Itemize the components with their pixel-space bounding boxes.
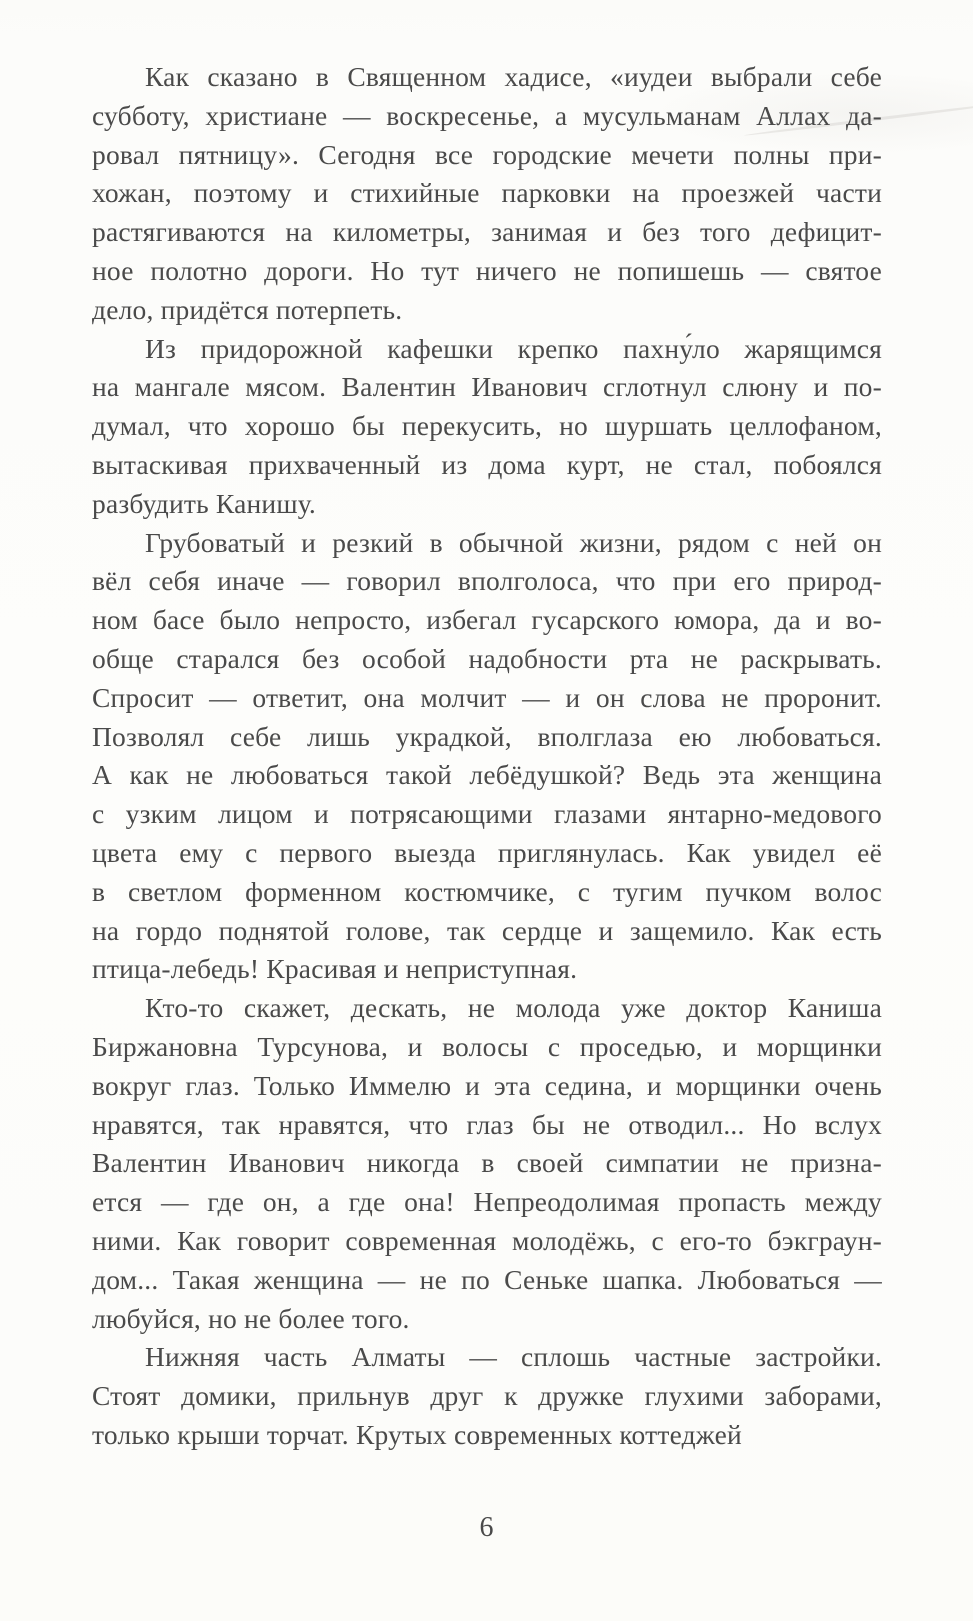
- text-line: думал, что хорошо бы перекусить, но шуршать целлофаном,: [92, 410, 882, 442]
- paragraph: [92, 58, 882, 330]
- text-line: А как не любоваться такой лебёдушкой? Ведь эта женщина: [92, 759, 882, 791]
- text-line: ровал пятницу». Сегодня все городские мечети полны при-: [92, 138, 882, 170]
- text-line: Грубоватый и резкий в обычной жизни, рядом с ней он: [145, 526, 882, 558]
- text-line: с узким лицом и потрясающими глазами янтарно-медового: [92, 798, 882, 830]
- text-line: в светлом форменном костюмчике, с тугим пучком волос: [92, 875, 882, 907]
- paragraph: [92, 330, 882, 524]
- text-line: только крыши торчат. Крутых современных коттеджей: [92, 1418, 742, 1450]
- text-line: дело, придётся потерпеть.: [92, 293, 403, 325]
- text-line: ном басе было непросто, избегал гусарского юмора, да и во-: [92, 604, 882, 636]
- text-line: Валентин Иванович никогда в своей симпатии не призна-: [92, 1147, 882, 1179]
- text-line: вытаскивая прихваченный из дома курт, не стал, побоялся: [92, 448, 882, 480]
- paragraph: [92, 1338, 882, 1454]
- text-line: Спросит — ответит, она молчит — и он слова не проронит.: [92, 681, 882, 713]
- text-line: нравятся, так нравятся, что глаз бы не отводил... Но вслух: [92, 1108, 882, 1140]
- text-line: вёл себя иначе — говорил вполголоса, что при его природ-: [92, 565, 882, 597]
- text-line: разбудить Канишу.: [92, 487, 316, 519]
- text-line: ними. Как говорит современная молодёжь, с его-то бэкграун-: [92, 1224, 882, 1256]
- text-line: Позволял себе лишь украдкой, вполглаза ею любоваться.: [92, 720, 882, 752]
- text-line: хожан, поэтому и стихийные парковки на проезжей части: [92, 177, 882, 209]
- text-line: растягиваются на километры, занимая и без того дефицит-: [92, 216, 882, 248]
- text-line: Как сказано в Священном хадисе, «иудеи выбрали себе: [145, 61, 882, 92]
- text-line: любуйся, но не более того.: [92, 1302, 410, 1334]
- text-line: на гордо поднятой голове, так сердце и защемило. Как есть: [92, 914, 882, 946]
- paragraph: [92, 524, 882, 990]
- text-line: на мангале мясом. Валентин Иванович сглотнул слюну и по-: [92, 371, 882, 403]
- text-line: птица-лебедь! Красивая и неприступная.: [92, 953, 578, 985]
- text-line: субботу, христиане — воскресенье, а мусульманам Аллах да-: [92, 99, 882, 131]
- text-line: дом... Такая женщина — не по Сеньке шапка. Любоваться —: [92, 1263, 882, 1295]
- text-line: Стоят домики, прильнув друг к дружке глухими заборами,: [92, 1380, 882, 1412]
- text-line: Из придорожной кафешки крепко пахну́ло жарящимся: [145, 332, 882, 364]
- paragraph: [92, 989, 882, 1338]
- text-line: обще старался без особой надобности рта не раскрывать.: [92, 642, 882, 674]
- text-line: цвета ему с первого выезда приглянулась. Как увидел её: [92, 836, 882, 868]
- text-line: Биржановна Турсунова, и волосы с проседью, и морщинки: [92, 1030, 882, 1062]
- text-line: ное полотно дороги. Но тут ничего не попишешь — святое: [92, 254, 882, 286]
- text-line: вокруг глаз. Только Иммелю и эта седина, и морщинки очень: [92, 1069, 882, 1101]
- page-number: 6: [479, 1512, 494, 1543]
- text-line: Кто-то скажет, дескать, не молода уже доктор Каниша: [145, 992, 882, 1024]
- text-line: ется — где он, а где она! Непреодолимая пропасть между: [92, 1186, 882, 1218]
- text-block: [92, 58, 882, 1455]
- text-line: Нижняя часть Алматы — сплошь частные застройки.: [145, 1341, 882, 1373]
